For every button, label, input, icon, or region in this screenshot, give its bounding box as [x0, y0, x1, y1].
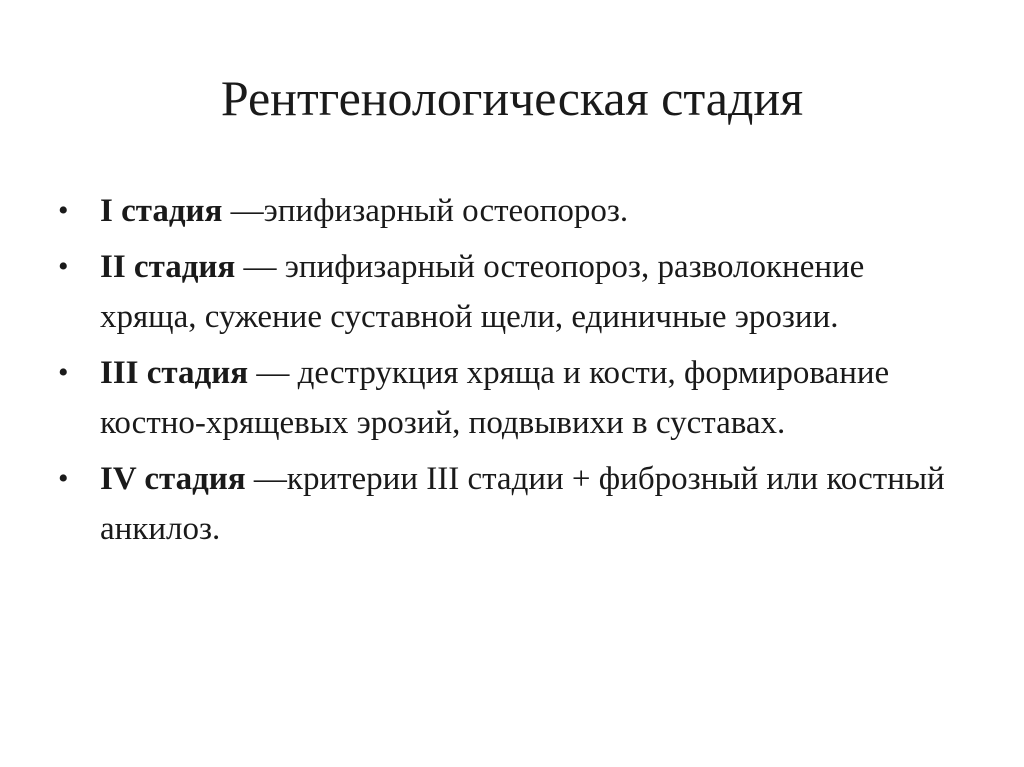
bullet-icon: •	[58, 250, 69, 283]
stage-name: III стадия	[100, 355, 249, 391]
stage-description: — деструкция хряща и кости, формирование костно-хрящевых эрозий, подвывихи в суставах.	[100, 355, 890, 441]
stage-description: —критерии III стадии + фиброзный или костный анкилоз.	[100, 461, 945, 547]
stage-description: —эпифизарный остеопороз.	[222, 193, 629, 229]
stage-list	[58, 186, 958, 560]
slide-title: Рентгенологическая стадия	[220, 70, 804, 126]
stage-item-2	[58, 242, 958, 342]
bullet-icon: •	[58, 194, 69, 227]
stage-name: I стадия	[100, 193, 223, 229]
bullet-icon: •	[58, 356, 69, 389]
bullet-icon: •	[58, 462, 69, 495]
stage-description: — эпифизарный остеопороз, разволокнение хряща, сужение суставной щели, единичные эрозии.	[100, 249, 865, 335]
stage-item-1	[58, 186, 958, 236]
stage-item-4	[58, 454, 958, 554]
stage-name: II стадия	[100, 249, 236, 285]
stage-name: IV стадия	[100, 461, 246, 497]
stage-item-3	[58, 348, 958, 448]
